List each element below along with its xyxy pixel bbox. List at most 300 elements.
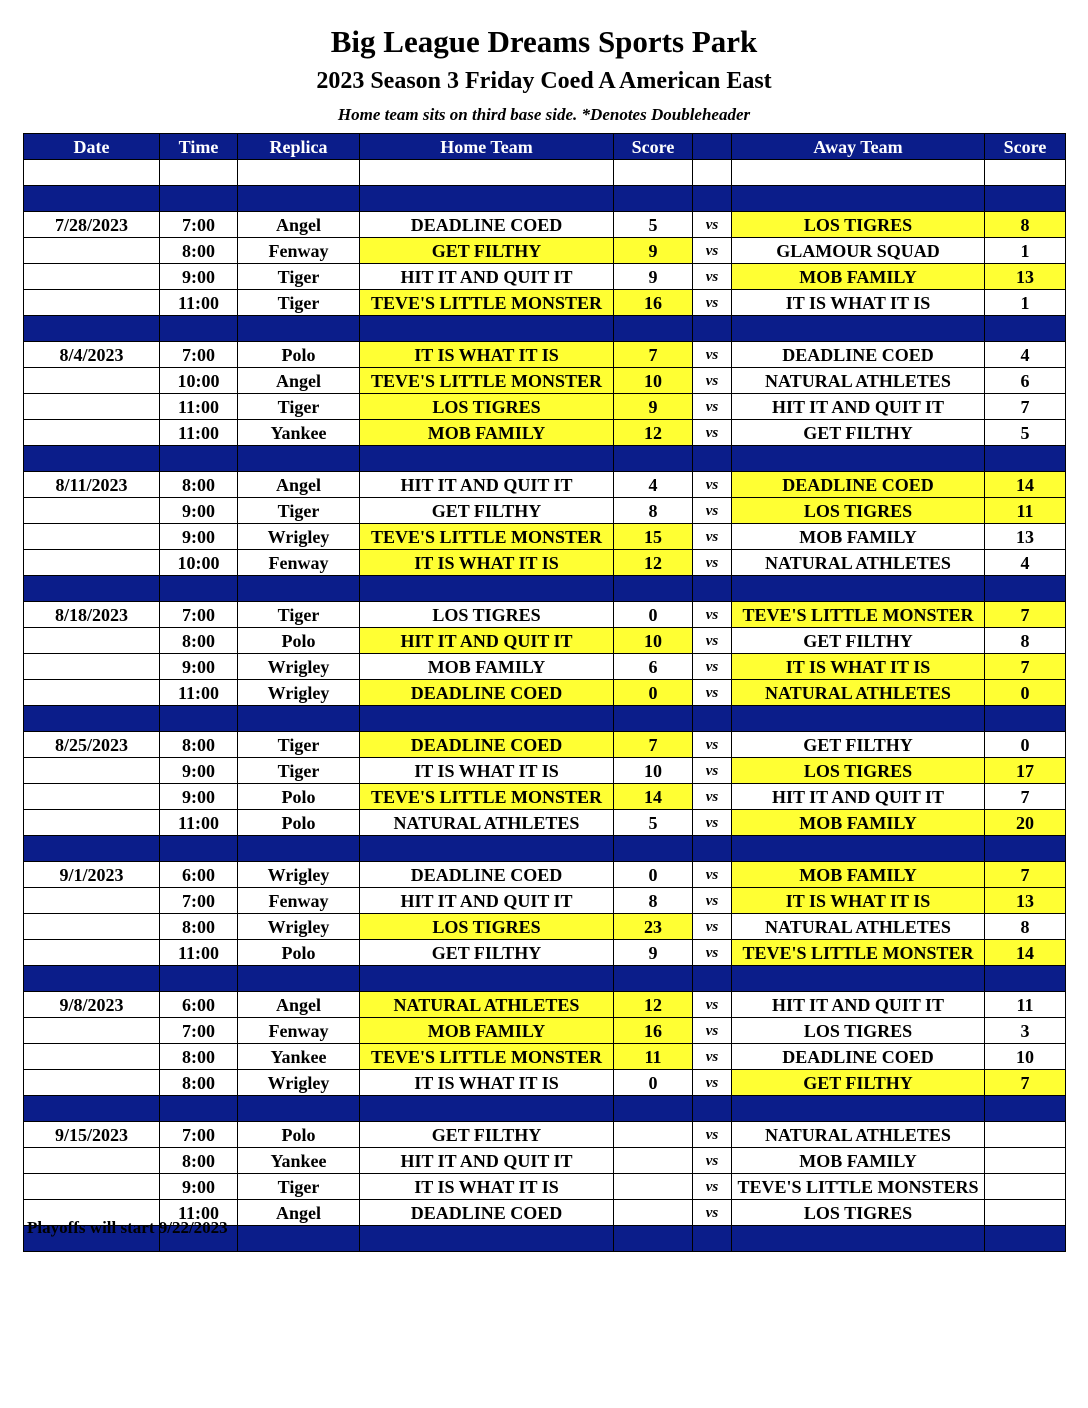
time-cell: 8:00 <box>160 472 238 498</box>
date-cell: 8/25/2023 <box>24 732 160 758</box>
replica-cell: Polo <box>238 810 360 836</box>
separator-cell <box>614 446 693 472</box>
separator-cell <box>24 576 160 602</box>
away-score-cell: 13 <box>985 264 1066 290</box>
game-row <box>24 550 1066 576</box>
vs-cell: vs <box>693 810 732 836</box>
replica-cell: Polo <box>238 1122 360 1148</box>
separator-cell <box>24 706 160 732</box>
away-score-cell: 7 <box>985 1070 1066 1096</box>
replica-cell: Tiger <box>238 394 360 420</box>
home-team-cell: LOS TIGRES <box>360 602 614 628</box>
separator-cell <box>238 706 360 732</box>
replica-cell: Tiger <box>238 732 360 758</box>
home-team-cell: TEVE'S LITTLE MONSTER <box>360 290 614 316</box>
separator-cell <box>614 1096 693 1122</box>
separator-cell <box>985 966 1066 992</box>
replica-cell: Yankee <box>238 420 360 446</box>
home-score-cell: 6 <box>614 654 693 680</box>
away-team-cell: TEVE'S LITTLE MONSTER <box>732 940 985 966</box>
away-team-cell: MOB FAMILY <box>732 862 985 888</box>
away-score-cell: 7 <box>985 862 1066 888</box>
playoffs-note: Playoffs will start 9/22/2023 <box>27 1218 228 1237</box>
game-row <box>24 238 1066 264</box>
vs-cell: vs <box>693 888 732 914</box>
home-team-cell: IT IS WHAT IT IS <box>360 342 614 368</box>
home-score-cell: 7 <box>614 342 693 368</box>
time-cell: 9:00 <box>160 524 238 550</box>
home-score-cell: 16 <box>614 290 693 316</box>
home-score-cell: 12 <box>614 550 693 576</box>
replica-cell: Polo <box>238 784 360 810</box>
game-row <box>24 290 1066 316</box>
separator-cell <box>985 576 1066 602</box>
separator-cell <box>24 836 160 862</box>
away-score-cell: 20 <box>985 810 1066 836</box>
week-separator <box>24 966 1066 992</box>
home-team-cell: GET FILTHY <box>360 1122 614 1148</box>
separator-cell <box>614 186 693 212</box>
home-score-cell: 8 <box>614 888 693 914</box>
away-score-cell: 7 <box>985 784 1066 810</box>
away-score-cell: 8 <box>985 914 1066 940</box>
time-cell: 7:00 <box>160 342 238 368</box>
away-team-cell: LOS TIGRES <box>732 212 985 238</box>
blank-cell <box>985 160 1066 186</box>
game-row <box>24 914 1066 940</box>
time-cell: 9:00 <box>160 498 238 524</box>
game-row <box>24 1174 1066 1200</box>
separator-cell <box>360 316 614 342</box>
vs-cell: vs <box>693 290 732 316</box>
home-score-cell: 0 <box>614 602 693 628</box>
separator-cell <box>360 1096 614 1122</box>
away-team-cell: LOS TIGRES <box>732 758 985 784</box>
page-note: Home team sits on third base side. *Denotes Doubleheader <box>337 105 751 124</box>
separator-cell <box>360 966 614 992</box>
away-score-cell: 4 <box>985 342 1066 368</box>
game-row <box>24 394 1066 420</box>
home-score-cell: 8 <box>614 498 693 524</box>
away-score-cell <box>985 1174 1066 1200</box>
replica-cell: Wrigley <box>238 1070 360 1096</box>
game-row <box>24 524 1066 550</box>
away-team-cell: NATURAL ATHLETES <box>732 1122 985 1148</box>
away-team-cell: DEADLINE COED <box>732 342 985 368</box>
home-score-cell: 0 <box>614 1070 693 1096</box>
separator-cell <box>238 1096 360 1122</box>
away-team-cell: IT IS WHAT IT IS <box>732 888 985 914</box>
date-cell <box>24 394 160 420</box>
week-separator <box>24 576 1066 602</box>
separator-cell <box>238 446 360 472</box>
date-cell <box>24 238 160 264</box>
game-row <box>24 264 1066 290</box>
replica-cell: Fenway <box>238 238 360 264</box>
home-team-cell: TEVE'S LITTLE MONSTER <box>360 524 614 550</box>
separator-cell <box>238 186 360 212</box>
home-score-cell: 12 <box>614 992 693 1018</box>
vs-cell: vs <box>693 394 732 420</box>
date-cell: 9/8/2023 <box>24 992 160 1018</box>
home-team-cell: LOS TIGRES <box>360 394 614 420</box>
home-team-cell: LOS TIGRES <box>360 914 614 940</box>
separator-cell <box>732 186 985 212</box>
game-row <box>24 992 1066 1018</box>
home-team-cell: IT IS WHAT IT IS <box>360 758 614 784</box>
game-row <box>24 472 1066 498</box>
replica-cell: Polo <box>238 628 360 654</box>
time-cell: 8:00 <box>160 914 238 940</box>
vs-cell: vs <box>693 758 732 784</box>
home-score-cell <box>614 1148 693 1174</box>
away-team-cell: DEADLINE COED <box>732 472 985 498</box>
home-score-cell: 23 <box>614 914 693 940</box>
replica-cell: Fenway <box>238 550 360 576</box>
home-score-cell: 5 <box>614 810 693 836</box>
away-team-cell: MOB FAMILY <box>732 810 985 836</box>
away-team-cell: HIT IT AND QUIT IT <box>732 784 985 810</box>
vs-cell: vs <box>693 732 732 758</box>
game-row <box>24 602 1066 628</box>
away-team-cell: IT IS WHAT IT IS <box>732 654 985 680</box>
replica-cell: Polo <box>238 342 360 368</box>
week-separator <box>24 1096 1066 1122</box>
separator-cell <box>693 966 732 992</box>
separator-cell <box>360 186 614 212</box>
separator-cell <box>238 576 360 602</box>
replica-cell: Wrigley <box>238 524 360 550</box>
replica-cell: Wrigley <box>238 680 360 706</box>
date-cell <box>24 524 160 550</box>
time-cell: 7:00 <box>160 1018 238 1044</box>
home-team-cell: DEADLINE COED <box>360 212 614 238</box>
away-score-cell: 7 <box>985 654 1066 680</box>
away-score-cell: 5 <box>985 420 1066 446</box>
separator-cell <box>238 1226 360 1252</box>
game-row <box>24 888 1066 914</box>
separator-cell <box>732 316 985 342</box>
date-cell <box>24 888 160 914</box>
time-cell: 8:00 <box>160 1070 238 1096</box>
col-header-home-score: Score <box>614 134 693 160</box>
replica-cell: Fenway <box>238 888 360 914</box>
away-score-cell: 6 <box>985 368 1066 394</box>
home-score-cell: 16 <box>614 1018 693 1044</box>
home-team-cell: DEADLINE COED <box>360 1200 614 1226</box>
separator-cell <box>693 186 732 212</box>
away-score-cell <box>985 1148 1066 1174</box>
vs-cell: vs <box>693 550 732 576</box>
vs-cell: vs <box>693 628 732 654</box>
date-cell <box>24 810 160 836</box>
vs-cell: vs <box>693 1070 732 1096</box>
time-cell: 9:00 <box>160 758 238 784</box>
date-cell <box>24 290 160 316</box>
home-team-cell: GET FILTHY <box>360 498 614 524</box>
home-team-cell: GET FILTHY <box>360 238 614 264</box>
separator-cell <box>24 1096 160 1122</box>
time-cell: 11:00 <box>160 394 238 420</box>
home-score-cell: 5 <box>614 212 693 238</box>
game-row <box>24 758 1066 784</box>
separator-cell <box>160 836 238 862</box>
date-cell <box>24 1044 160 1070</box>
away-team-cell: LOS TIGRES <box>732 498 985 524</box>
blank-cell <box>238 160 360 186</box>
separator-cell <box>614 966 693 992</box>
vs-cell: vs <box>693 368 732 394</box>
blank-cell <box>160 160 238 186</box>
time-cell: 9:00 <box>160 784 238 810</box>
time-cell: 11:00 <box>160 1200 238 1226</box>
separator-cell <box>732 576 985 602</box>
home-team-cell: TEVE'S LITTLE MONSTER <box>360 784 614 810</box>
away-score-cell: 17 <box>985 758 1066 784</box>
time-cell: 7:00 <box>160 1122 238 1148</box>
time-cell: 6:00 <box>160 862 238 888</box>
game-row <box>24 1122 1066 1148</box>
separator-cell <box>732 446 985 472</box>
home-score-cell: 9 <box>614 238 693 264</box>
game-row <box>24 862 1066 888</box>
away-score-cell: 14 <box>985 472 1066 498</box>
separator-cell <box>732 836 985 862</box>
time-cell: 7:00 <box>160 888 238 914</box>
away-team-cell: IT IS WHAT IT IS <box>732 290 985 316</box>
separator-cell <box>614 706 693 732</box>
header-row <box>24 134 1066 160</box>
replica-cell: Angel <box>238 992 360 1018</box>
separator-cell <box>238 316 360 342</box>
time-cell: 10:00 <box>160 368 238 394</box>
vs-cell: vs <box>693 680 732 706</box>
home-team-cell: IT IS WHAT IT IS <box>360 1070 614 1096</box>
home-score-cell: 7 <box>614 732 693 758</box>
col-header-away-team: Away Team <box>732 134 985 160</box>
vs-cell: vs <box>693 498 732 524</box>
separator-cell <box>732 966 985 992</box>
home-team-cell: TEVE'S LITTLE MONSTER <box>360 368 614 394</box>
home-team-cell: HIT IT AND QUIT IT <box>360 472 614 498</box>
date-cell: 8/18/2023 <box>24 602 160 628</box>
replica-cell: Tiger <box>238 498 360 524</box>
separator-cell <box>24 446 160 472</box>
vs-cell: vs <box>693 238 732 264</box>
away-team-cell: GLAMOUR SQUAD <box>732 238 985 264</box>
replica-cell: Wrigley <box>238 654 360 680</box>
time-cell: 9:00 <box>160 264 238 290</box>
away-score-cell: 11 <box>985 498 1066 524</box>
time-cell: 7:00 <box>160 602 238 628</box>
blank-cell <box>732 160 985 186</box>
separator-cell <box>693 446 732 472</box>
vs-cell: vs <box>693 1122 732 1148</box>
separator-cell <box>985 1096 1066 1122</box>
away-team-cell: MOB FAMILY <box>732 264 985 290</box>
away-team-cell: TEVE'S LITTLE MONSTER <box>732 602 985 628</box>
away-team-cell: DEADLINE COED <box>732 1044 985 1070</box>
away-team-cell: NATURAL ATHLETES <box>732 680 985 706</box>
col-header-time: Time <box>160 134 238 160</box>
away-score-cell: 8 <box>985 212 1066 238</box>
replica-cell: Wrigley <box>238 914 360 940</box>
vs-cell: vs <box>693 1174 732 1200</box>
time-cell: 8:00 <box>160 732 238 758</box>
replica-cell: Tiger <box>238 758 360 784</box>
replica-cell: Tiger <box>238 602 360 628</box>
vs-cell: vs <box>693 914 732 940</box>
replica-cell: Yankee <box>238 1044 360 1070</box>
col-header-away-score: Score <box>985 134 1066 160</box>
blank-row <box>24 160 1066 186</box>
time-cell: 11:00 <box>160 810 238 836</box>
date-cell: 8/11/2023 <box>24 472 160 498</box>
col-header-replica: Replica <box>238 134 360 160</box>
separator-cell <box>238 836 360 862</box>
separator-cell <box>24 186 160 212</box>
time-cell: 7:00 <box>160 212 238 238</box>
away-team-cell: MOB FAMILY <box>732 524 985 550</box>
separator-cell <box>24 966 160 992</box>
separator-cell <box>360 1226 614 1252</box>
separator-cell <box>238 966 360 992</box>
replica-cell: Tiger <box>238 264 360 290</box>
away-team-cell: HIT IT AND QUIT IT <box>732 394 985 420</box>
separator-cell <box>693 316 732 342</box>
vs-cell: vs <box>693 784 732 810</box>
date-cell <box>24 498 160 524</box>
time-cell: 8:00 <box>160 1044 238 1070</box>
away-score-cell: 10 <box>985 1044 1066 1070</box>
home-team-cell: TEVE'S LITTLE MONSTER <box>360 1044 614 1070</box>
game-row <box>24 628 1066 654</box>
game-row <box>24 420 1066 446</box>
away-score-cell <box>985 1200 1066 1226</box>
time-cell: 8:00 <box>160 628 238 654</box>
home-team-cell: IT IS WHAT IT IS <box>360 550 614 576</box>
replica-cell: Tiger <box>238 290 360 316</box>
separator-cell <box>160 446 238 472</box>
vs-cell: vs <box>693 342 732 368</box>
away-score-cell: 1 <box>985 290 1066 316</box>
home-score-cell <box>614 1200 693 1226</box>
separator-cell <box>614 576 693 602</box>
game-row <box>24 810 1066 836</box>
replica-cell: Angel <box>238 472 360 498</box>
away-score-cell: 8 <box>985 628 1066 654</box>
separator-cell <box>693 1226 732 1252</box>
game-row <box>24 1070 1066 1096</box>
home-team-cell: GET FILTHY <box>360 940 614 966</box>
schedule-table <box>23 133 1066 1252</box>
separator-cell <box>985 186 1066 212</box>
vs-cell: vs <box>693 420 732 446</box>
blank-cell <box>24 160 160 186</box>
away-score-cell <box>985 1122 1066 1148</box>
away-team-cell: GET FILTHY <box>732 628 985 654</box>
away-team-cell: GET FILTHY <box>732 1070 985 1096</box>
page-title: Big League Dreams Sports Park <box>330 24 758 59</box>
vs-cell: vs <box>693 940 732 966</box>
date-cell <box>24 784 160 810</box>
away-score-cell: 4 <box>985 550 1066 576</box>
home-team-cell: HIT IT AND QUIT IT <box>360 628 614 654</box>
separator-cell <box>693 1096 732 1122</box>
game-row <box>24 654 1066 680</box>
game-row <box>24 368 1066 394</box>
separator-cell <box>985 706 1066 732</box>
home-score-cell: 0 <box>614 680 693 706</box>
home-team-cell: HIT IT AND QUIT IT <box>360 888 614 914</box>
separator-cell <box>693 576 732 602</box>
away-team-cell: GET FILTHY <box>732 732 985 758</box>
col-header-home-team: Home Team <box>360 134 614 160</box>
home-score-cell: 12 <box>614 420 693 446</box>
away-team-cell: NATURAL ATHLETES <box>732 368 985 394</box>
date-cell <box>24 550 160 576</box>
date-cell <box>24 628 160 654</box>
separator-cell <box>160 316 238 342</box>
vs-cell: vs <box>693 264 732 290</box>
away-team-cell: TEVE'S LITTLE MONSTERS <box>732 1174 985 1200</box>
date-cell <box>24 1174 160 1200</box>
date-cell <box>24 914 160 940</box>
blank-cell <box>693 160 732 186</box>
week-separator <box>24 706 1066 732</box>
blank-cell <box>614 160 693 186</box>
separator-cell <box>160 706 238 732</box>
game-row <box>24 1148 1066 1174</box>
away-score-cell: 0 <box>985 732 1066 758</box>
replica-cell: Angel <box>238 212 360 238</box>
home-team-cell: MOB FAMILY <box>360 1018 614 1044</box>
blank-cell <box>360 160 614 186</box>
time-cell: 11:00 <box>160 680 238 706</box>
week-separator <box>24 836 1066 862</box>
vs-cell: vs <box>693 212 732 238</box>
separator-cell <box>985 1226 1066 1252</box>
home-team-cell: DEADLINE COED <box>360 680 614 706</box>
time-cell: 8:00 <box>160 238 238 264</box>
game-row <box>24 1018 1066 1044</box>
replica-cell: Tiger <box>238 1174 360 1200</box>
home-score-cell: 14 <box>614 784 693 810</box>
away-score-cell: 0 <box>985 680 1066 706</box>
separator-cell <box>360 446 614 472</box>
replica-cell: Angel <box>238 368 360 394</box>
page-subtitle: 2023 Season 3 Friday Coed A American East <box>316 68 772 94</box>
separator-cell <box>732 1226 985 1252</box>
home-score-cell: 11 <box>614 1044 693 1070</box>
separator-cell <box>985 316 1066 342</box>
vs-cell: vs <box>693 1200 732 1226</box>
time-cell: 11:00 <box>160 420 238 446</box>
game-row <box>24 498 1066 524</box>
separator-cell <box>160 186 238 212</box>
time-cell: 8:00 <box>160 1148 238 1174</box>
home-score-cell: 10 <box>614 368 693 394</box>
date-cell <box>24 264 160 290</box>
separator-cell <box>985 836 1066 862</box>
col-header-vs <box>693 134 732 160</box>
time-cell: 11:00 <box>160 290 238 316</box>
away-score-cell: 7 <box>985 394 1066 420</box>
date-cell: 9/1/2023 <box>24 862 160 888</box>
home-team-cell: HIT IT AND QUIT IT <box>360 1148 614 1174</box>
separator-cell <box>360 576 614 602</box>
separator-cell <box>693 706 732 732</box>
